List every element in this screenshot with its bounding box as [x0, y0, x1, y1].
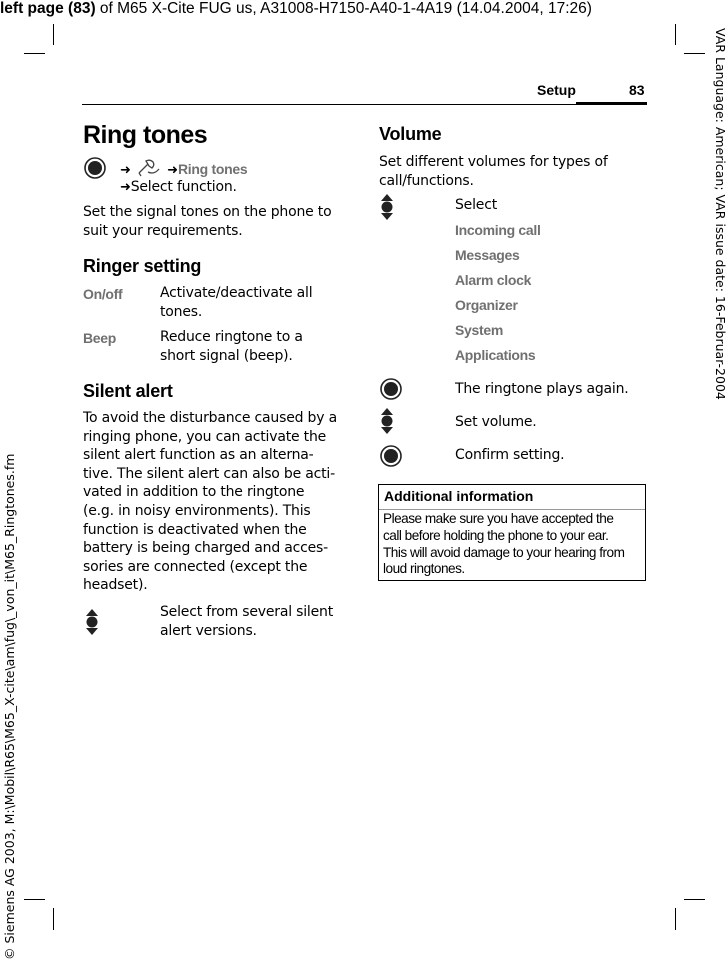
var-language-note: VAR Language: American; VAR issue date: 16-Februar-2004	[713, 28, 728, 400]
desc-on-off: Activate/deactivate all tones.	[160, 285, 313, 320]
additional-info-text: Please make sure you have accepted the call before holding the phone to your ear. This will avoid damage to your hearing from loud ringtones.	[383, 511, 625, 577]
additional-info-divider	[379, 509, 645, 510]
center-key-icon	[84, 157, 106, 179]
nav-path-item: Ring tones	[178, 161, 248, 177]
menu-item-incoming-call[interactable]: Incoming call	[455, 222, 541, 238]
step-ringtone-plays: The ringtone plays again.	[455, 381, 629, 397]
menu-item-messages[interactable]: Messages	[455, 247, 520, 263]
silent-alert-paragraph: To avoid the disturbance caused by a ringing phone, you can activate the silent alert function as an alterna- tive. The silent alert can also be acti- vated in addition to the ringtone (e.g. in noisy environments). This function is deactivated when the battery is being charged and acces- sories are connected (except the headset).	[83, 410, 337, 594]
header-tab	[576, 102, 647, 105]
nav-path-select: ➜Select function.	[120, 179, 237, 195]
crop-mark	[684, 53, 705, 54]
copyright-path: © Siemens AG 2003, M:\Mobil\R65\M65_X-cite\am\fug\_von_it\M65_Ringtones.fm	[2, 453, 17, 960]
additional-info-title: Additional information	[384, 488, 534, 504]
arrow-right-icon: ➜	[120, 163, 131, 178]
nav-key-icon	[380, 194, 394, 220]
menu-item-system[interactable]: System	[455, 322, 504, 338]
crop-mark	[24, 899, 45, 900]
step-confirm-setting: Confirm setting.	[455, 447, 565, 463]
arrow-right-icon: ➜	[167, 163, 178, 178]
crop-mark	[684, 899, 705, 900]
crop-mark	[675, 24, 676, 45]
settings-wrench-icon	[136, 158, 162, 178]
menu-item-organizer[interactable]: Organizer	[455, 297, 518, 313]
select-label: Select	[455, 197, 497, 213]
page-number: 83	[629, 82, 645, 98]
intro-paragraph: Set the signal tones on the phone to suit your requirements.	[83, 204, 332, 239]
step-set-volume: Set volume.	[455, 414, 537, 430]
center-key-icon	[380, 445, 402, 467]
term-beep: Beep	[83, 330, 117, 346]
additional-info-box	[378, 484, 646, 581]
crop-mark	[24, 53, 45, 54]
term-on-off: On/off	[83, 286, 123, 302]
desc-beep: Reduce ringtone to a short signal (beep).	[160, 329, 303, 364]
menu-item-alarm-clock[interactable]: Alarm clock	[455, 272, 532, 288]
silent-alert-step: Select from several silent alert versions.	[160, 604, 333, 639]
print-header	[0, 0, 592, 18]
nav-path	[120, 158, 247, 178]
volume-intro: Set different volumes for types of call/functions.	[379, 154, 608, 189]
arrow-right-icon: ➜	[120, 180, 131, 195]
crop-mark	[53, 908, 54, 930]
crop-mark	[53, 24, 54, 45]
print-header-bold: left page (83)	[0, 0, 96, 17]
section-heading-silent-alert: Silent alert	[83, 381, 173, 401]
section-heading-volume: Volume	[379, 124, 442, 144]
header-rule	[82, 104, 647, 105]
running-header-title: Setup	[537, 82, 576, 98]
nav-key-icon	[85, 609, 99, 635]
menu-item-applications[interactable]: Applications	[455, 347, 536, 363]
print-header-rest: of M65 X-Cite FUG us, A31008-H7150-A40-1-4A19 (14.04.2004, 17:26)	[95, 0, 592, 17]
page-title: Ring tones	[83, 121, 208, 149]
nav-key-icon	[380, 408, 394, 434]
section-heading-ringer-setting: Ringer setting	[83, 256, 202, 276]
crop-mark	[675, 908, 676, 930]
center-key-icon	[380, 378, 402, 400]
